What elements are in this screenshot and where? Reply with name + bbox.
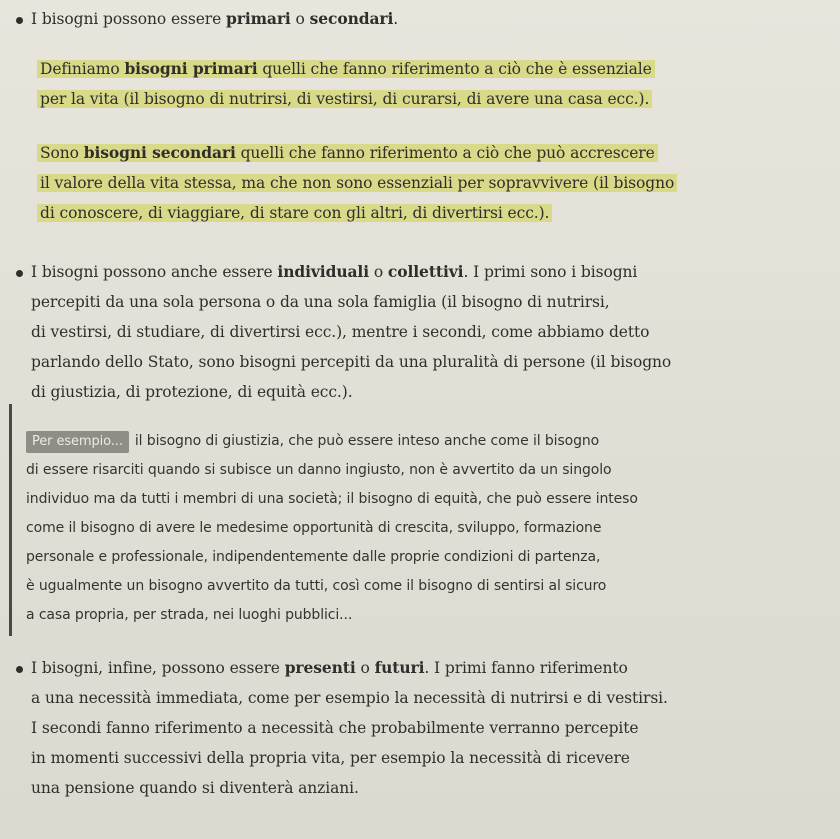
section2-line4: parlando dello Stato, sono bisogni percepiti da una pluralità di persone (il bisogno: [31, 353, 672, 371]
example-line3: individuo ma da tutti i membri di una società; il bisogno di equità, che può essere inteso: [26, 491, 638, 507]
section1-heading: I bisogni possono essere primari o secondari.: [31, 9, 399, 28]
section3-line4: in momenti successivi della propria vita, per esempio la necessità di ricevere: [31, 749, 630, 767]
example-line4: come il bisogno di avere le medesime opportunità di crescita, sviluppo, formazione: [26, 520, 602, 536]
section2-line2: percepiti da una sola persona o da una sola famiglia (il bisogno di nutrirsi,: [31, 293, 610, 311]
example-line1: Per esempio... il bisogno di giustizia, che può essere inteso anche come il bisogno: [26, 430, 599, 453]
primary-def-line1: Definiamo bisogni primari quelli che fanno riferimento a ciò che è essenziale: [37, 58, 655, 80]
section3-line2: a una necessità immediata, come per esempio la necessità di nutrirsi e di vestirsi.: [31, 689, 668, 707]
primary-def-line2: per la vita (il bisogno di nutrirsi, di vestirsi, di curarsi, di avere una casa ecc.).: [37, 88, 652, 110]
section2-line3: di vestirsi, di studiare, di divertirsi ecc.), mentre i secondi, come abbiamo detto: [31, 323, 650, 341]
term-presenti: presenti: [284, 658, 356, 677]
section3-line1: I bisogni, infine, possono essere presenti o futuri. I primi fanno riferimento: [31, 658, 628, 677]
section2-line1: I bisogni possono anche essere individuali o collettivi. I primi sono i bisogni: [31, 262, 638, 281]
secondary-def-line1: Sono bisogni secondari quelli che fanno riferimento a ciò che può accrescere: [37, 142, 658, 164]
term-secondari: secondari: [309, 9, 394, 28]
example-line6: è ugualmente un bisogno avvertito da tutti, così come il bisogno di sentirsi al sicuro: [26, 578, 607, 594]
example-line5: personale e professionale, indipendentemente dalle proprie condizioni di partenza,: [26, 549, 601, 565]
secondary-def-line2: il valore della vita stessa, ma che non sono essenziali per sopravvivere (il bisogno: [37, 172, 677, 194]
example-tag: Per esempio...: [26, 431, 129, 453]
term-individuali: individuali: [277, 262, 370, 281]
bullet-2: [16, 270, 23, 277]
bullet-1: [16, 17, 23, 24]
example-line7: a casa propria, per strada, nei luoghi pubblici...: [26, 607, 353, 623]
term-futuri: futuri: [374, 658, 425, 677]
term-collettivi: collettivi: [387, 262, 464, 281]
section3-line5: una pensione quando si diventerà anziani.: [31, 779, 359, 797]
term-primari: primari: [226, 9, 291, 28]
example-line2: di essere risarciti quando si subisce un danno ingiusto, non è avvertito da un singolo: [26, 462, 612, 478]
example-sidebar-rule: [9, 404, 12, 636]
secondary-def-line3: di conoscere, di viaggiare, di stare con gli altri, di divertirsi ecc.).: [37, 202, 552, 224]
bullet-3: [16, 666, 23, 673]
section2-line5: di giustizia, di protezione, di equità ecc.).: [31, 383, 353, 401]
section3-line3: I secondi fanno riferimento a necessità che probabilmente verranno percepite: [31, 719, 639, 737]
